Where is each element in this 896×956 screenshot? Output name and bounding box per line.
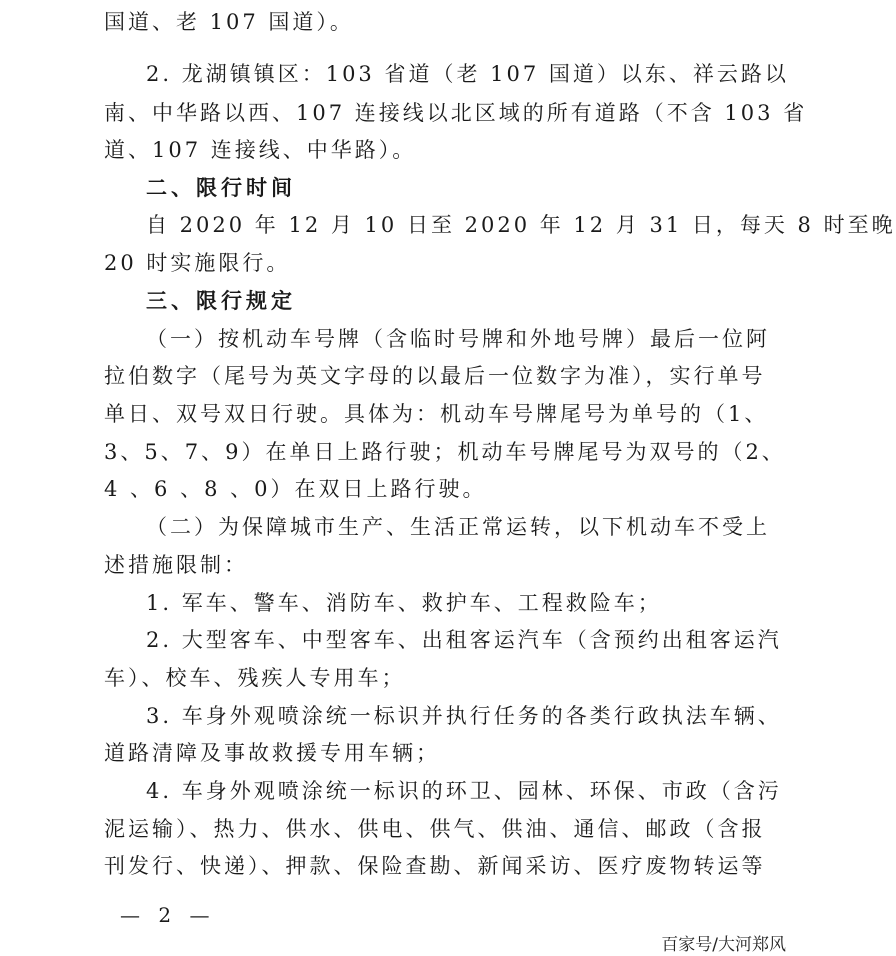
text-line-21: 4. 车身外观喷涂统一标识的环卫、园林、环保、市政（含污	[146, 779, 782, 803]
text-line-1: 国道、老 107 国道）。	[104, 10, 354, 34]
section-heading-rules: 三、限行规定	[146, 289, 296, 313]
text-line-22: 泥运输）、热力、供水、供电、供气、供油、通信、邮政（含报	[104, 817, 766, 841]
text-line-18: 车）、校车、残疾人专用车；	[104, 666, 406, 690]
text-line-4: 道、107 连接线、中华路）。	[104, 138, 417, 162]
text-line-17: 2. 大型客车、中型客车、出租客运汽车（含预约出租客运汽	[146, 628, 782, 652]
text-line-19: 3. 车身外观喷涂统一标识并执行任务的各类行政执法车辆、	[146, 704, 782, 728]
source-watermark: 百家号/大河郑风	[657, 929, 790, 956]
text-line-12: 3、5、7、9）在单日上路行驶；机动车号牌尾号为双号的（2、	[104, 440, 786, 464]
text-line-7: 20 时实施限行。	[104, 251, 291, 275]
text-line-13: 4 、6 、8 、0）在双日上路行驶。	[104, 477, 487, 501]
text-line-16: 1. 军车、警车、消防车、救护车、工程救险车；	[146, 591, 662, 615]
text-line-9: （一）按机动车号牌（含临时号牌和外地号牌）最后一位阿	[146, 327, 770, 351]
text-line-23: 刊发行、快递）、押款、保险查勘、新闻采访、医疗废物转运等	[104, 854, 766, 878]
text-line-6: 自 2020 年 12 月 10 日至 2020 年 12 月 31 日，每天 8 时至晚	[146, 213, 896, 237]
text-line-2: 2. 龙湖镇镇区：103 省道（老 107 国道）以东、祥云路以	[146, 62, 789, 86]
text-line-3: 南、中华路以西、107 连接线以北区域的所有道路（不含 103 省	[104, 101, 808, 125]
text-line-14: （二）为保障城市生产、生活正常运转，以下机动车不受上	[146, 515, 770, 539]
text-line-15: 述措施限制：	[104, 553, 248, 577]
text-line-10: 拉伯数字（尾号为英文字母的以最后一位数字为准），实行单号	[104, 364, 766, 388]
page-number: — 2 —	[120, 903, 216, 927]
text-line-20: 道路清障及事故救援专用车辆；	[104, 741, 440, 765]
text-line-11: 单日、双号双日行驶。具体为：机动车号牌尾号为单号的（1、	[104, 402, 769, 426]
section-heading-time: 二、限行时间	[146, 176, 296, 200]
